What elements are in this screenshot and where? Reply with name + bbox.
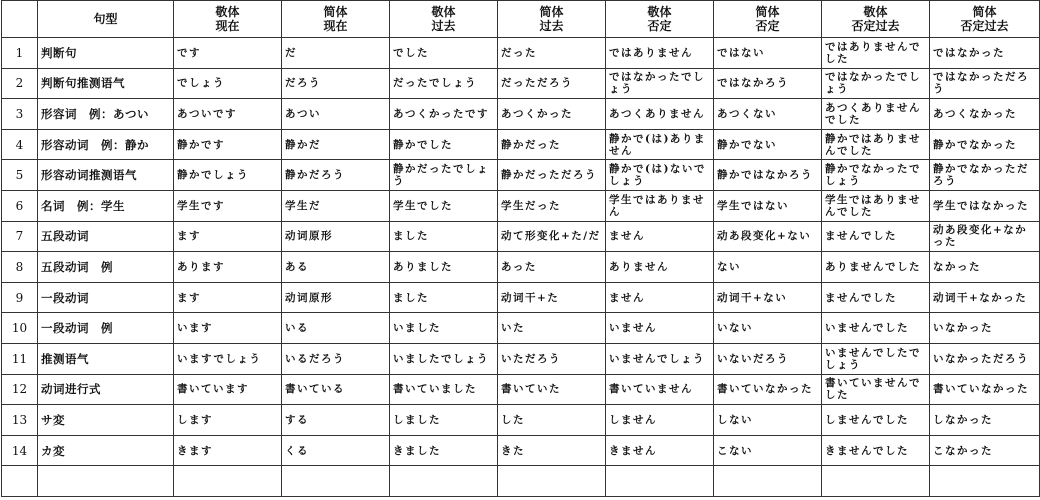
table-row [2, 343, 1040, 374]
conjugation-cell: 書いていません [606, 374, 714, 405]
conjugation-cell: ました [390, 282, 498, 313]
table-row [2, 160, 1040, 191]
conjugation-cell: ある [282, 252, 390, 283]
row-number: 12 [2, 374, 38, 405]
row-number: 1 [2, 38, 38, 69]
conjugation-cell: こなかった [930, 435, 1040, 466]
header-line1: 敬体 [431, 5, 456, 19]
row-number: 13 [2, 405, 38, 436]
conjugation-cell: いましたでしょう [390, 343, 498, 374]
header-line1: 简体 [972, 5, 997, 19]
conjugation-cell: 書いていました [390, 374, 498, 405]
conjugation-cell: 書いていなかった [930, 374, 1040, 405]
row-number: 7 [2, 221, 38, 252]
conjugation-cell: 静かでした [390, 129, 498, 160]
conjugation-cell: ではありませんでした [822, 38, 930, 69]
row-number: 2 [2, 68, 38, 99]
row-number: 4 [2, 129, 38, 160]
header-column-cell [174, 1, 282, 38]
empty-cell [2, 466, 38, 497]
conjugation-cell: ませんでした [822, 221, 930, 252]
conjugation-cell: しなかった [930, 405, 1040, 436]
table-row [2, 38, 1040, 69]
sentence-type-cell: 动词进行式 [38, 374, 174, 405]
empty-cell [498, 466, 606, 497]
conjugation-cell: 学生でした [390, 190, 498, 221]
conjugation-cell: しました [390, 405, 498, 436]
conjugation-cell: 学生ではありませんでした [822, 190, 930, 221]
conjugation-cell: ありました [390, 252, 498, 283]
conjugation-cell: ではなかったでしょう [822, 68, 930, 99]
empty-cell [822, 466, 930, 497]
conjugation-cell: 学生ではない [714, 190, 822, 221]
empty-cell [930, 466, 1040, 497]
conjugation-cell: 静かだ [282, 129, 390, 160]
conjugation-cell: 書いていませんでした [822, 374, 930, 405]
conjugation-cell: いないだろう [714, 343, 822, 374]
table-row [2, 68, 1040, 99]
table-row [2, 435, 1040, 466]
conjugation-cell: いませんでした [822, 313, 930, 344]
header-column-cell [606, 1, 714, 38]
conjugation-cell: しません [606, 405, 714, 436]
conjugation-cell: 学生です [174, 190, 282, 221]
conjugation-cell: 静かでなかった [930, 129, 1040, 160]
conjugation-cell: だろう [282, 68, 390, 99]
header-row [2, 1, 1040, 38]
conjugation-cell: だった [498, 38, 606, 69]
conjugation-cell: 静かだっただろう [498, 160, 606, 191]
sentence-type-cell: 名词 例：学生 [38, 190, 174, 221]
row-number: 14 [2, 435, 38, 466]
conjugation-cell: きません [606, 435, 714, 466]
conjugation-cell: いますでしょう [174, 343, 282, 374]
header-line1: 敬体 [863, 5, 888, 19]
row-number: 3 [2, 99, 38, 130]
sentence-type-cell: 判断句 [38, 38, 174, 69]
conjugation-cell: 动あ段变化+ない [714, 221, 822, 252]
table-row [2, 99, 1040, 130]
conjugation-cell: きます [174, 435, 282, 466]
conjugation-cell: ではなかっただろう [930, 68, 1040, 99]
conjugation-cell: ではなかったでしょう [606, 68, 714, 99]
conjugation-cell: います [174, 313, 282, 344]
conjugation-cell: 静かです [174, 129, 282, 160]
conjugation-cell: 学生だった [498, 190, 606, 221]
conjugation-cell: こない [714, 435, 822, 466]
table-row [2, 374, 1040, 405]
conjugation-cell: きませんでした [822, 435, 930, 466]
conjugation-cell: した [498, 405, 606, 436]
table-row [2, 129, 1040, 160]
conjugation-cell: です [174, 38, 282, 69]
header-type-cell: 句型 [38, 1, 174, 38]
conjugation-cell: 动词原形 [282, 221, 390, 252]
conjugation-cell: しませんでした [822, 405, 930, 436]
header-line1: 简体 [323, 5, 348, 19]
conjugation-cell: いた [498, 313, 606, 344]
conjugation-cell: でしょう [174, 68, 282, 99]
conjugation-cell: なかった [930, 252, 1040, 283]
header-line1: 简体 [539, 5, 564, 19]
conjugation-cell: 动词干+ない [714, 282, 822, 313]
conjugation-cell: 动て形变化+た/だ [498, 221, 606, 252]
header-line2: 现在 [215, 19, 240, 33]
header-line1: 敬体 [215, 5, 240, 19]
table-row [2, 221, 1040, 252]
conjugation-cell: いなかった [930, 313, 1040, 344]
conjugation-cell: しない [714, 405, 822, 436]
header-line1: 简体 [755, 5, 780, 19]
conjugation-cell: 学生ではありません [606, 190, 714, 221]
conjugation-cell: ます [174, 221, 282, 252]
sentence-type-cell: 五段动词 例 [38, 252, 174, 283]
conjugation-cell: 动词干+なかった [930, 282, 1040, 313]
header-line2: 现在 [323, 19, 348, 33]
conjugation-cell: 静かだった [498, 129, 606, 160]
conjugation-cell: あつくありません [606, 99, 714, 130]
header-line2: 否定 [647, 19, 672, 33]
header-column-cell [822, 1, 930, 38]
conjugation-cell: 書いていた [498, 374, 606, 405]
sentence-type-cell: 一段动词 例 [38, 313, 174, 344]
conjugation-cell: あついです [174, 99, 282, 130]
sentence-type-cell: 形容动词推测语气 [38, 160, 174, 191]
row-number: 11 [2, 343, 38, 374]
conjugation-cell: くる [282, 435, 390, 466]
table-row [2, 282, 1040, 313]
table-row [2, 252, 1040, 283]
conjugation-cell: 静かではなかろう [714, 160, 822, 191]
conjugation-cell: いなかっただろう [930, 343, 1040, 374]
conjugation-cell: あつくありませんでした [822, 99, 930, 130]
conjugation-cell: いました [390, 313, 498, 344]
empty-row [2, 466, 1040, 497]
header-line2: 过去 [431, 19, 456, 33]
conjugation-cell: 静かでなかったでしょう [822, 160, 930, 191]
header-column-cell [498, 1, 606, 38]
conjugation-cell: ません [606, 221, 714, 252]
empty-cell [174, 466, 282, 497]
header-column-cell [714, 1, 822, 38]
header-line2: 否定过去 [851, 19, 900, 33]
sentence-type-cell: 一段动词 [38, 282, 174, 313]
conjugation-cell: 学生ではなかった [930, 190, 1040, 221]
header-column-cell [390, 1, 498, 38]
header-line1: 敬体 [647, 5, 672, 19]
conjugation-cell: します [174, 405, 282, 436]
conjugation-cell: 書いていなかった [714, 374, 822, 405]
empty-cell [282, 466, 390, 497]
empty-cell [38, 466, 174, 497]
sentence-type-cell: 形容词 例：あつい [38, 99, 174, 130]
sentence-type-cell: 五段动词 [38, 221, 174, 252]
conjugation-cell: いませんでしたでしょう [822, 343, 930, 374]
conjugation-cell: いない [714, 313, 822, 344]
conjugation-sheet [1, 0, 1040, 497]
table-row [2, 313, 1040, 344]
conjugation-cell: あつくなかった [930, 99, 1040, 130]
conjugation-cell: 动词干+た [498, 282, 606, 313]
conjugation-cell: きた [498, 435, 606, 466]
conjugation-cell: 静かだったでしょう [390, 160, 498, 191]
conjugation-cell: ありません [606, 252, 714, 283]
table-body [2, 38, 1040, 497]
row-number: 6 [2, 190, 38, 221]
empty-cell [390, 466, 498, 497]
conjugation-cell: だったでしょう [390, 68, 498, 99]
header-line2: 过去 [539, 19, 564, 33]
conjugation-cell: いませんでしょう [606, 343, 714, 374]
empty-cell [714, 466, 822, 497]
header-num-cell [2, 1, 38, 38]
conjugation-cell: 静かで(は)ないでしょう [606, 160, 714, 191]
conjugation-cell: 静かで(は)ありません [606, 129, 714, 160]
conjugation-cell: いただろう [498, 343, 606, 374]
conjugation-cell: 書いている [282, 374, 390, 405]
conjugation-cell: 动词原形 [282, 282, 390, 313]
table-row [2, 405, 1040, 436]
table-row [2, 190, 1040, 221]
conjugation-cell: いる [282, 313, 390, 344]
conjugation-cell: 静かだろう [282, 160, 390, 191]
sentence-type-cell: 判断句推测语气 [38, 68, 174, 99]
conjugation-cell: だっただろう [498, 68, 606, 99]
conjugation-cell: 静かではありませんでした [822, 129, 930, 160]
conjugation-cell: ではない [714, 38, 822, 69]
conjugation-cell: あつい [282, 99, 390, 130]
conjugation-cell: ない [714, 252, 822, 283]
conjugation-cell: きました [390, 435, 498, 466]
conjugation-cell: ませんでした [822, 282, 930, 313]
conjugation-cell: ありませんでした [822, 252, 930, 283]
conjugation-cell: いません [606, 313, 714, 344]
row-number: 8 [2, 252, 38, 283]
conjugation-cell: あった [498, 252, 606, 283]
row-number: 5 [2, 160, 38, 191]
conjugation-cell: ます [174, 282, 282, 313]
conjugation-cell: あります [174, 252, 282, 283]
conjugation-table [1, 0, 1040, 497]
conjugation-cell: 动あ段变化+なかった [930, 221, 1040, 252]
conjugation-cell: 静かでない [714, 129, 822, 160]
conjugation-cell: ではありません [606, 38, 714, 69]
sentence-type-cell: カ変 [38, 435, 174, 466]
sentence-type-cell: サ変 [38, 405, 174, 436]
header-line2: 否定 [755, 19, 780, 33]
header-column-cell [930, 1, 1040, 38]
conjugation-cell: ました [390, 221, 498, 252]
header-line2: 否定过去 [960, 19, 1009, 33]
conjugation-cell: 静かでしょう [174, 160, 282, 191]
header-column-cell [282, 1, 390, 38]
conjugation-cell: ません [606, 282, 714, 313]
conjugation-cell: だ [282, 38, 390, 69]
empty-cell [606, 466, 714, 497]
sentence-type-cell: 推测语气 [38, 343, 174, 374]
conjugation-cell: ではなかろう [714, 68, 822, 99]
conjugation-cell: あつくない [714, 99, 822, 130]
conjugation-cell: でした [390, 38, 498, 69]
conjugation-cell: 静かでなかっただろう [930, 160, 1040, 191]
conjugation-cell: あつくかったです [390, 99, 498, 130]
row-number: 10 [2, 313, 38, 344]
conjugation-cell: あつくかった [498, 99, 606, 130]
sentence-type-cell: 形容动词 例：静か [38, 129, 174, 160]
conjugation-cell: 学生だ [282, 190, 390, 221]
conjugation-cell: ではなかった [930, 38, 1040, 69]
conjugation-cell: する [282, 405, 390, 436]
row-number: 9 [2, 282, 38, 313]
conjugation-cell: いるだろう [282, 343, 390, 374]
conjugation-cell: 書いています [174, 374, 282, 405]
